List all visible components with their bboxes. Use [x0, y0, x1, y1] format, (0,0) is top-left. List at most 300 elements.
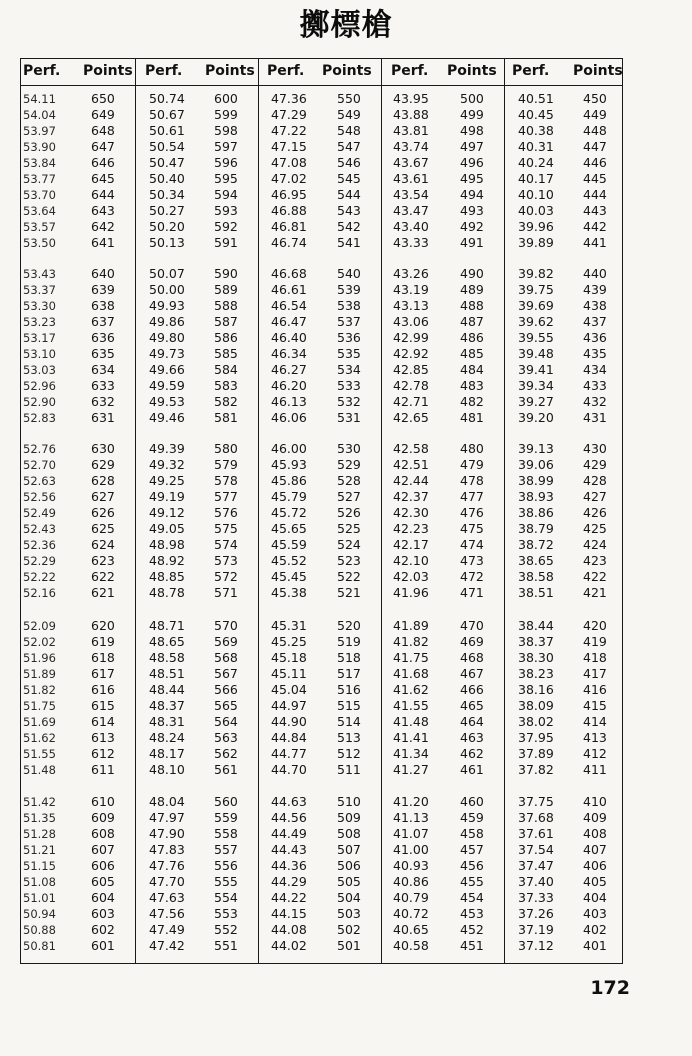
perf-value: 46.27 [271, 362, 307, 377]
perf-value: 43.95 [393, 91, 429, 106]
perf-value: 54.04 [23, 108, 56, 122]
perf-value: 44.29 [271, 874, 307, 889]
points-value: 466 [460, 682, 484, 697]
points-value: 418 [583, 650, 607, 665]
points-value: 607 [91, 842, 115, 857]
points-value: 564 [214, 714, 238, 729]
points-value: 509 [337, 810, 361, 825]
points-value: 433 [583, 378, 607, 393]
perf-value: 45.45 [271, 569, 307, 584]
perf-value: 53.77 [23, 172, 56, 186]
points-value: 480 [460, 441, 484, 456]
points-value: 488 [460, 298, 484, 313]
points-value: 584 [214, 362, 238, 377]
perf-value: 39.75 [518, 282, 554, 297]
points-value: 489 [460, 282, 484, 297]
header-points-1: Points [83, 63, 133, 79]
perf-value: 42.58 [393, 441, 429, 456]
points-value: 425 [583, 521, 607, 536]
perf-value: 40.86 [393, 874, 429, 889]
perf-value: 51.35 [23, 811, 56, 825]
perf-value: 50.13 [149, 235, 185, 250]
points-value: 559 [214, 810, 238, 825]
perf-value: 38.72 [518, 537, 554, 552]
points-value: 462 [460, 746, 484, 761]
perf-value: 42.10 [393, 553, 429, 568]
perf-value: 42.23 [393, 521, 429, 536]
perf-value: 48.92 [149, 553, 185, 568]
perf-value: 53.90 [23, 140, 56, 154]
points-value: 585 [214, 346, 238, 361]
points-value: 498 [460, 123, 484, 138]
perf-value: 37.95 [518, 730, 554, 745]
points-value: 549 [337, 107, 361, 122]
points-value: 626 [91, 505, 115, 520]
points-value: 647 [91, 139, 115, 154]
perf-value: 41.82 [393, 634, 429, 649]
points-value: 569 [214, 634, 238, 649]
perf-value: 41.41 [393, 730, 429, 745]
perf-value: 52.70 [23, 458, 56, 472]
perf-value: 53.37 [23, 283, 56, 297]
perf-value: 38.37 [518, 634, 554, 649]
perf-value: 40.03 [518, 203, 554, 218]
perf-value: 50.27 [149, 203, 185, 218]
perf-value: 46.13 [271, 394, 307, 409]
points-value: 552 [214, 922, 238, 937]
points-value: 638 [91, 298, 115, 313]
perf-value: 44.84 [271, 730, 307, 745]
perf-value: 50.74 [149, 91, 185, 106]
points-value: 459 [460, 810, 484, 825]
points-value: 521 [337, 585, 361, 600]
perf-value: 41.96 [393, 585, 429, 600]
points-value: 411 [583, 762, 607, 777]
perf-value: 47.63 [149, 890, 185, 905]
perf-value: 50.61 [149, 123, 185, 138]
perf-value: 47.08 [271, 155, 307, 170]
points-value: 407 [583, 842, 607, 857]
perf-value: 46.88 [271, 203, 307, 218]
perf-value: 46.95 [271, 187, 307, 202]
perf-value: 46.06 [271, 410, 307, 425]
perf-value: 42.37 [393, 489, 429, 504]
header-points-5: Points [573, 63, 623, 79]
perf-value: 52.43 [23, 522, 56, 536]
perf-value: 41.68 [393, 666, 429, 681]
perf-value: 39.82 [518, 266, 554, 281]
perf-value: 47.15 [271, 139, 307, 154]
perf-value: 39.20 [518, 410, 554, 425]
points-value: 566 [214, 682, 238, 697]
perf-value: 42.99 [393, 330, 429, 345]
perf-value: 38.51 [518, 585, 554, 600]
perf-value: 44.08 [271, 922, 307, 937]
points-value: 502 [337, 922, 361, 937]
perf-value: 41.27 [393, 762, 429, 777]
points-value: 621 [91, 585, 115, 600]
perf-value: 45.65 [271, 521, 307, 536]
points-value: 444 [583, 187, 607, 202]
points-value: 606 [91, 858, 115, 873]
header-perf-1: Perf. [23, 63, 61, 79]
header-perf-3: Perf. [267, 63, 305, 79]
perf-value: 51.15 [23, 859, 56, 873]
points-value: 581 [214, 410, 238, 425]
perf-value: 45.52 [271, 553, 307, 568]
perf-value: 41.00 [393, 842, 429, 857]
points-value: 403 [583, 906, 607, 921]
points-value: 427 [583, 489, 607, 504]
points-value: 423 [583, 553, 607, 568]
points-value: 554 [214, 890, 238, 905]
perf-value: 41.07 [393, 826, 429, 841]
points-value: 458 [460, 826, 484, 841]
perf-value: 40.31 [518, 139, 554, 154]
points-value: 609 [91, 810, 115, 825]
perf-value: 45.25 [271, 634, 307, 649]
perf-value: 51.89 [23, 667, 56, 681]
perf-value: 51.48 [23, 763, 56, 777]
points-value: 483 [460, 378, 484, 393]
perf-value: 40.10 [518, 187, 554, 202]
points-value: 516 [337, 682, 361, 697]
points-value: 546 [337, 155, 361, 170]
points-value: 605 [91, 874, 115, 889]
points-value: 438 [583, 298, 607, 313]
perf-value: 38.65 [518, 553, 554, 568]
perf-value: 42.51 [393, 457, 429, 472]
points-value: 477 [460, 489, 484, 504]
perf-value: 46.47 [271, 314, 307, 329]
points-value: 578 [214, 473, 238, 488]
points-value: 437 [583, 314, 607, 329]
points-value: 405 [583, 874, 607, 889]
points-value: 603 [91, 906, 115, 921]
perf-value: 39.96 [518, 219, 554, 234]
perf-value: 42.78 [393, 378, 429, 393]
points-value: 624 [91, 537, 115, 552]
perf-value: 48.71 [149, 618, 185, 633]
perf-value: 49.73 [149, 346, 185, 361]
perf-value: 49.32 [149, 457, 185, 472]
perf-value: 47.22 [271, 123, 307, 138]
points-value: 424 [583, 537, 607, 552]
points-value: 534 [337, 362, 361, 377]
points-value: 473 [460, 553, 484, 568]
points-value: 413 [583, 730, 607, 745]
perf-value: 49.05 [149, 521, 185, 536]
perf-value: 44.97 [271, 698, 307, 713]
perf-value: 48.37 [149, 698, 185, 713]
header-perf-5: Perf. [512, 63, 550, 79]
perf-value: 51.69 [23, 715, 56, 729]
points-value: 617 [91, 666, 115, 681]
perf-value: 37.33 [518, 890, 554, 905]
points-value: 406 [583, 858, 607, 873]
points-value: 421 [583, 585, 607, 600]
perf-value: 52.96 [23, 379, 56, 393]
points-value: 517 [337, 666, 361, 681]
perf-value: 40.38 [518, 123, 554, 138]
points-value: 414 [583, 714, 607, 729]
perf-value: 46.81 [271, 219, 307, 234]
points-value: 497 [460, 139, 484, 154]
points-value: 573 [214, 553, 238, 568]
perf-value: 38.44 [518, 618, 554, 633]
perf-value: 37.12 [518, 938, 554, 953]
points-value: 541 [337, 235, 361, 250]
points-value: 519 [337, 634, 361, 649]
points-value: 643 [91, 203, 115, 218]
points-value: 596 [214, 155, 238, 170]
points-value: 618 [91, 650, 115, 665]
points-value: 591 [214, 235, 238, 250]
perf-value: 43.74 [393, 139, 429, 154]
perf-value: 52.16 [23, 586, 56, 600]
perf-value: 39.06 [518, 457, 554, 472]
points-value: 446 [583, 155, 607, 170]
points-value: 637 [91, 314, 115, 329]
points-value: 476 [460, 505, 484, 520]
column-divider [381, 59, 382, 963]
points-value: 416 [583, 682, 607, 697]
perf-value: 38.58 [518, 569, 554, 584]
points-value: 528 [337, 473, 361, 488]
perf-value: 50.67 [149, 107, 185, 122]
perf-value: 38.30 [518, 650, 554, 665]
points-value: 503 [337, 906, 361, 921]
points-value: 484 [460, 362, 484, 377]
perf-value: 46.68 [271, 266, 307, 281]
perf-value: 50.81 [23, 939, 56, 953]
perf-value: 49.59 [149, 378, 185, 393]
points-value: 445 [583, 171, 607, 186]
points-value: 441 [583, 235, 607, 250]
points-value: 449 [583, 107, 607, 122]
points-value: 454 [460, 890, 484, 905]
perf-value: 47.36 [271, 91, 307, 106]
perf-value: 44.43 [271, 842, 307, 857]
points-value: 402 [583, 922, 607, 937]
perf-value: 48.51 [149, 666, 185, 681]
points-value: 436 [583, 330, 607, 345]
points-value: 565 [214, 698, 238, 713]
points-value: 470 [460, 618, 484, 633]
perf-value: 51.21 [23, 843, 56, 857]
perf-value: 38.93 [518, 489, 554, 504]
perf-value: 37.89 [518, 746, 554, 761]
points-value: 648 [91, 123, 115, 138]
points-value: 640 [91, 266, 115, 281]
perf-value: 53.50 [23, 236, 56, 250]
header-points-3: Points [322, 63, 372, 79]
points-value: 456 [460, 858, 484, 873]
points-value: 431 [583, 410, 607, 425]
points-value: 482 [460, 394, 484, 409]
perf-value: 37.61 [518, 826, 554, 841]
perf-value: 39.62 [518, 314, 554, 329]
points-value: 410 [583, 794, 607, 809]
points-value: 529 [337, 457, 361, 472]
points-value: 557 [214, 842, 238, 857]
points-value: 451 [460, 938, 484, 953]
perf-value: 44.63 [271, 794, 307, 809]
points-value: 567 [214, 666, 238, 681]
points-value: 627 [91, 489, 115, 504]
points-value: 500 [460, 91, 484, 106]
perf-value: 38.79 [518, 521, 554, 536]
perf-value: 38.23 [518, 666, 554, 681]
perf-value: 45.18 [271, 650, 307, 665]
perf-value: 51.82 [23, 683, 56, 697]
perf-value: 48.65 [149, 634, 185, 649]
perf-value: 43.06 [393, 314, 429, 329]
points-value: 650 [91, 91, 115, 106]
points-value: 491 [460, 235, 484, 250]
perf-value: 47.49 [149, 922, 185, 937]
perf-value: 40.93 [393, 858, 429, 873]
perf-value: 43.19 [393, 282, 429, 297]
points-value: 535 [337, 346, 361, 361]
points-value: 590 [214, 266, 238, 281]
perf-value: 48.24 [149, 730, 185, 745]
perf-value: 52.90 [23, 395, 56, 409]
perf-value: 48.98 [149, 537, 185, 552]
perf-value: 43.61 [393, 171, 429, 186]
perf-value: 41.48 [393, 714, 429, 729]
points-value: 461 [460, 762, 484, 777]
perf-value: 52.36 [23, 538, 56, 552]
perf-value: 49.25 [149, 473, 185, 488]
perf-value: 44.90 [271, 714, 307, 729]
perf-value: 48.04 [149, 794, 185, 809]
perf-value: 45.79 [271, 489, 307, 504]
points-value: 577 [214, 489, 238, 504]
perf-value: 49.19 [149, 489, 185, 504]
perf-value: 47.56 [149, 906, 185, 921]
points-value: 562 [214, 746, 238, 761]
points-value: 614 [91, 714, 115, 729]
points-value: 525 [337, 521, 361, 536]
perf-value: 52.63 [23, 474, 56, 488]
points-value: 469 [460, 634, 484, 649]
points-value: 632 [91, 394, 115, 409]
perf-value: 44.15 [271, 906, 307, 921]
perf-value: 43.54 [393, 187, 429, 202]
points-value: 615 [91, 698, 115, 713]
perf-value: 43.67 [393, 155, 429, 170]
points-value: 511 [337, 762, 361, 777]
perf-value: 40.45 [518, 107, 554, 122]
points-value: 447 [583, 139, 607, 154]
perf-value: 42.92 [393, 346, 429, 361]
points-value: 558 [214, 826, 238, 841]
points-value: 616 [91, 682, 115, 697]
points-value: 619 [91, 634, 115, 649]
perf-value: 49.93 [149, 298, 185, 313]
points-value: 575 [214, 521, 238, 536]
points-value: 623 [91, 553, 115, 568]
perf-value: 46.20 [271, 378, 307, 393]
perf-value: 37.40 [518, 874, 554, 889]
points-value: 429 [583, 457, 607, 472]
perf-value: 48.10 [149, 762, 185, 777]
points-value: 630 [91, 441, 115, 456]
points-value: 532 [337, 394, 361, 409]
perf-value: 44.49 [271, 826, 307, 841]
header-points-4: Points [447, 63, 497, 79]
points-value: 479 [460, 457, 484, 472]
points-value: 531 [337, 410, 361, 425]
perf-value: 41.34 [393, 746, 429, 761]
points-value: 556 [214, 858, 238, 873]
perf-value: 38.02 [518, 714, 554, 729]
points-value: 481 [460, 410, 484, 425]
perf-value: 52.76 [23, 442, 56, 456]
points-value: 586 [214, 330, 238, 345]
perf-value: 53.03 [23, 363, 56, 377]
points-value: 494 [460, 187, 484, 202]
perf-value: 39.41 [518, 362, 554, 377]
perf-value: 47.29 [271, 107, 307, 122]
points-value: 520 [337, 618, 361, 633]
points-value: 548 [337, 123, 361, 138]
points-value: 560 [214, 794, 238, 809]
points-value: 555 [214, 874, 238, 889]
points-value: 401 [583, 938, 607, 953]
points-value: 501 [337, 938, 361, 953]
points-value: 450 [583, 91, 607, 106]
perf-value: 53.17 [23, 331, 56, 345]
header-perf-4: Perf. [391, 63, 429, 79]
perf-value: 48.85 [149, 569, 185, 584]
perf-value: 53.57 [23, 220, 56, 234]
points-value: 538 [337, 298, 361, 313]
points-value: 599 [214, 107, 238, 122]
perf-value: 41.62 [393, 682, 429, 697]
points-value: 634 [91, 362, 115, 377]
perf-value: 53.43 [23, 267, 56, 281]
perf-value: 40.24 [518, 155, 554, 170]
points-value: 588 [214, 298, 238, 313]
perf-value: 52.22 [23, 570, 56, 584]
points-value: 467 [460, 666, 484, 681]
perf-value: 49.80 [149, 330, 185, 345]
perf-value: 44.77 [271, 746, 307, 761]
perf-value: 39.13 [518, 441, 554, 456]
points-value: 408 [583, 826, 607, 841]
points-value: 608 [91, 826, 115, 841]
points-value: 544 [337, 187, 361, 202]
perf-value: 49.46 [149, 410, 185, 425]
points-value: 490 [460, 266, 484, 281]
points-value: 496 [460, 155, 484, 170]
points-value: 547 [337, 139, 361, 154]
perf-value: 47.42 [149, 938, 185, 953]
page-number: 172 [590, 977, 630, 999]
points-value: 633 [91, 378, 115, 393]
perf-value: 52.29 [23, 554, 56, 568]
points-value: 499 [460, 107, 484, 122]
points-value: 641 [91, 235, 115, 250]
perf-value: 50.34 [149, 187, 185, 202]
points-value: 568 [214, 650, 238, 665]
points-value: 453 [460, 906, 484, 921]
points-value: 545 [337, 171, 361, 186]
points-value: 478 [460, 473, 484, 488]
perf-value: 45.04 [271, 682, 307, 697]
